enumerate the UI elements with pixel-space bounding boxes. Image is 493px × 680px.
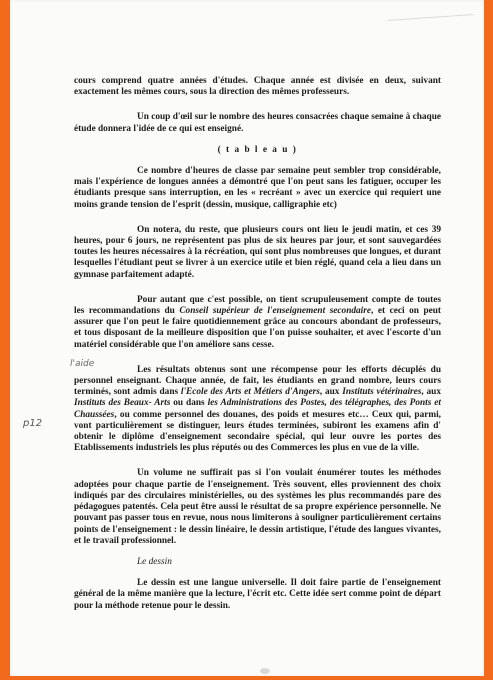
paragraph-6 [74, 365, 441, 455]
paragraph-3: Ce nombre d'heures de classe par semaine peut sembler trop considérable, mais l'expérience de longues années a démontré que l'on peut sans les fatiguer, occuper les étudiants presque sans interruption, en les « recréant » avec un exercice qui requiert une moins grande tension de l'esprit (dessin, musique, calligraphie etc) [74, 166, 441, 210]
paragraph-5-text: Pour autant que c'est possible, on tient scrupuleusement compte de toutes les recommandations du [74, 294, 441, 317]
paragraph-6-sep-1: , aux [319, 387, 343, 398]
paragraph-1: cours comprend quatre années d'études. Chaque année est divisée en deux, suivant exactement les mêmes cours, sous la direction des mêmes professeurs. [74, 76, 441, 98]
document-page [10, 0, 484, 676]
instituts-veterinaires-italic: Instituts vétérinaires [342, 387, 422, 398]
paragraph-6-text: Les résultats obtenus sont une récompense pour les efforts décuplés du personnel enseignant. Chaque année, de fait, les étudiants en grand nombre, leurs cours terminés, sont admis dans [74, 364, 441, 398]
tableau-placeholder: ( t a b l e a u ) [217, 144, 298, 155]
conseil-superieur-italic: Conseil supérieur de l'enseignement secondaire [179, 306, 372, 317]
paragraph-6-sep-3: ou dans [170, 398, 208, 409]
faint-mark [388, 14, 475, 33]
paragraph-8: Le dessin est une langue universelle. Il doit faire partie de l'enseignement général de la même manière que la lecture, l'écrit etc. Cette idée sert comme point de départ pour la méthode retenue pour le dessin. [74, 578, 441, 611]
footer-smudge [260, 668, 270, 674]
body-text [74, 76, 441, 612]
paragraph-7: Un volume ne suffirait pas si l'on voulait énumérer toutes les méthodes adoptées pour chaque partie de l'enseignement. Très souvent, elles proviennent des choix indiqués par des circulaires ministérielles, ou des systèmes les plus recommandés pare des pédagogues patentés. Cela peut être aussi le résultat de sa propre expérience personnelle. Ne pouvant pas passer tous en revue, nous nous limiterons à souligner particulièrement certains points de l'enseignement : le dessin linéaire, le dessin artistique, l'étude des langues vivantes, et le travail professionnel. [74, 468, 441, 546]
paragraph-4: On notera, du reste, que plusieurs cours ont lieu le jeudi matin, et ces 39 heures, pour 6 jours, ne représentent pas plus de six heures par jour, et sont sauvegardées toutes les heures nécessaires à la récréation, qui sont plus nombreuses que longues, et durant lesquelles l'étudiant peut se livrer à un exercice utile et bien réglé, quand cela a lieu dans un gymnase parfaitement adapté. [74, 224, 441, 280]
paragraph-6-sep-2: , aux [421, 387, 441, 398]
paragraph-5 [74, 295, 441, 351]
instituts-beaux-arts-italic: Instituts des Beaux- Arts [74, 398, 171, 409]
paragraph-5-text-end: , et ceci on peut assurer que l'on peut le faire quotidiennement grâce au concours abondant de professeurs, et tous disposant de la meilleure disposition que l'on puisse souhaiter, et avec l'escorte d'un matériel considérable que l'on améliore sans cesse. [74, 306, 442, 350]
ecole-arts-metiers-italic: l'Ecole des Arts et Métiers d'Angers [180, 387, 320, 398]
paragraph-6-text-end: , ou comme personnel des douanes, des poids et mesures etc… Ceux qui, parmi, vont particulièrement se distinguer, leurs études terminées, subiront les examens afin d' obtenir le diplôme d'enseignement secondaire spécial, qui leur ouvre les portes des Etablissements industriels les plus réputés ou des Commerces les plus en vue de la ville. [74, 409, 441, 454]
section-heading: Le dessin [137, 556, 172, 567]
handwritten-note-aide: l'aide [70, 359, 95, 369]
paragraph-2: Un coup d'œil sur le nombre des heures consacrées chaque semaine à chaque étude donnera l'idée de ce qui est enseigné. [74, 112, 441, 134]
handwritten-page-ref: p12 [23, 418, 43, 429]
administrations-italic: les Administrations des Postes, des télégraphes, des Ponts et Chaussées [74, 398, 442, 420]
